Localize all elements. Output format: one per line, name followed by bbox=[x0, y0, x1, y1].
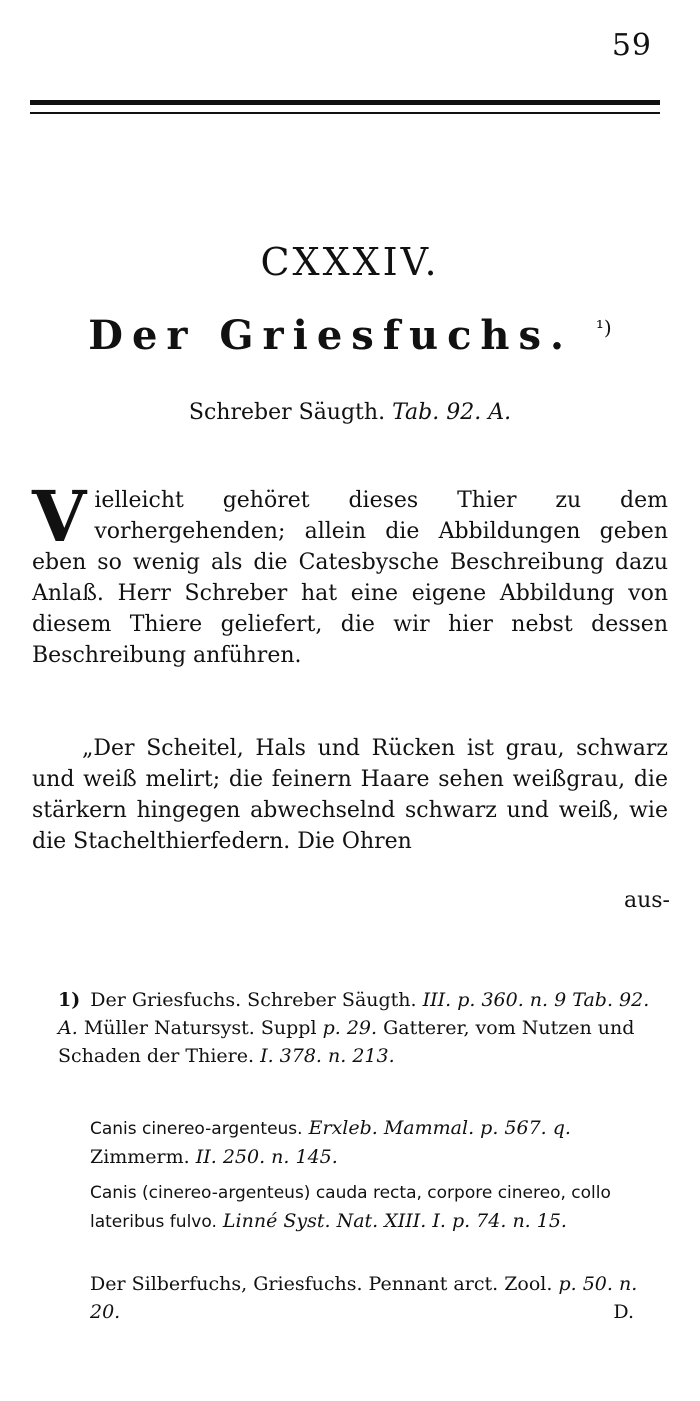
reference-plate: Tab. 92. A. bbox=[392, 400, 512, 425]
footnote-3-b: Linné Syst. Nat. XIII. I. p. 74. n. 15. bbox=[222, 1210, 567, 1232]
paragraph-1-text: ielleicht gehöret dieses Thier zu dem vorhergehenden; allein die Abbildungen geben eben so wenig als die Catesbysche Beschreibung dazu Anlaß. Herr Schreber hat eine eigene Abbildung von diesem Thiere geliefert, die wir hier nebst dessen Beschreibung anführen. bbox=[32, 488, 668, 668]
footnote-1-e: Gatterer, vom Nutzen und Schaden der Thiere. bbox=[58, 1017, 635, 1067]
footnote-1 bbox=[58, 986, 668, 1070]
catchword: aus- bbox=[623, 888, 670, 913]
footnote-3 bbox=[90, 1178, 668, 1236]
paragraph-1 bbox=[32, 475, 668, 671]
footnote-1-b: III. p. 360. n. 9 Tab. 92. A. bbox=[58, 989, 650, 1039]
footnote-1-a: Der Griesfuchs. Schreber Säugth. bbox=[90, 989, 417, 1011]
reference-line bbox=[0, 400, 700, 425]
reference-text: Schreber Säugth. bbox=[188, 400, 386, 425]
footnote-2-a: Canis cinereo-argenteus. bbox=[90, 1119, 303, 1139]
page-title bbox=[0, 312, 700, 359]
title-note-mark: ¹) bbox=[595, 315, 612, 340]
footnote-3-a: Canis (cinereo-argenteus) cauda recta, corpore cinereo, collo lateribus fulvo. bbox=[90, 1183, 611, 1232]
footnote-2-d: II. 250. n. 145. bbox=[195, 1146, 338, 1168]
footnote-1-f: I. 378. n. 213. bbox=[260, 1045, 395, 1067]
chapter-numeral: CXXXIV. bbox=[260, 240, 440, 284]
title-text: Der Griesfuchs. bbox=[88, 312, 573, 359]
footnote-2-c: Zimmerm. bbox=[90, 1146, 190, 1168]
footnote-2-b: Erxleb. Mammal. p. 567. q. bbox=[308, 1117, 571, 1139]
footnote-1-d: p. 29. bbox=[322, 1017, 378, 1039]
footnote-mark: 1) bbox=[58, 989, 81, 1011]
footnote-1-c: Müller Natursyst. Suppl bbox=[83, 1017, 317, 1039]
drop-cap: V bbox=[32, 475, 87, 558]
page-number: 59 bbox=[611, 28, 652, 63]
paragraph-2: „Der Scheitel, Hals und Rücken ist grau, schwarz und weiß melirt; die feinern Haare sehen weißgrau, die stärkern hingegen abwechselnd schwarz und weiß, wie die Stachelthierfedern. Die Ohren bbox=[32, 736, 668, 854]
footnote-4-a: Der Silberfuchs, Griesfuchs. Pennant arct. Zool. bbox=[90, 1273, 553, 1295]
signature-mark: D. bbox=[613, 1301, 634, 1323]
footnote-2 bbox=[90, 1114, 668, 1171]
header-rule-thick bbox=[30, 100, 660, 105]
header-rule-thin bbox=[30, 112, 660, 114]
footnote-4-b: p. 50. n. 20. bbox=[90, 1273, 638, 1323]
footnote-4 bbox=[90, 1270, 668, 1326]
